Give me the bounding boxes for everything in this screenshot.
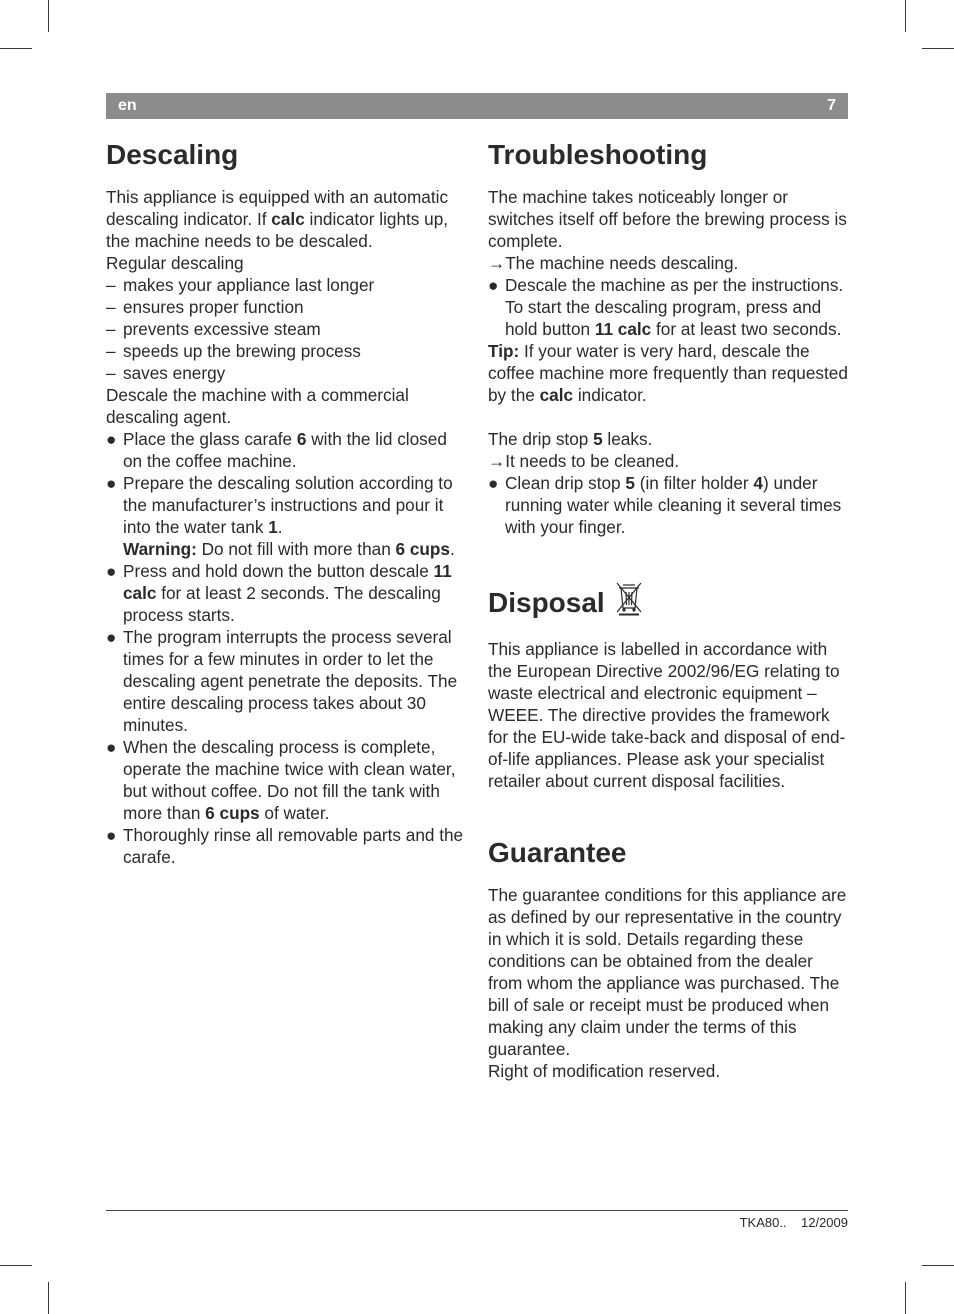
list-item: ● When the descaling process is complete, operate the machine twice with clean water, but without coffee. Do not fill the tank with more than 6 cups of water. <box>106 737 456 823</box>
descaling-intro: This appliance is equipped with an automatic descaling indicator. If calc indicator lights up, the machine needs to be descaled. <box>106 187 449 251</box>
right-column <box>488 138 850 1082</box>
guarantee-section <box>488 836 850 1082</box>
descaling-section <box>106 138 468 868</box>
list-item: ● Thoroughly rinse all removable parts and the carafe. <box>106 825 464 867</box>
list-item: – ensures proper function <box>106 297 304 317</box>
problem-text: The machine takes noticeably longer or switches itself off before the brewing process is complete. <box>488 187 847 251</box>
crop-mark <box>48 0 49 32</box>
arrow-icon: → <box>488 253 506 273</box>
tip-text: Tip: If your water is very hard, descale the coffee machine more frequently than requested by the calc indicator. <box>488 341 848 405</box>
regular-descaling-label: Regular descaling <box>106 253 244 273</box>
solution-list <box>488 274 850 340</box>
crop-mark <box>922 1265 954 1266</box>
crop-mark <box>48 1282 49 1314</box>
descaling-title: Descaling <box>106 139 239 170</box>
crop-mark <box>922 48 954 49</box>
crop-mark <box>0 48 32 49</box>
crop-mark <box>905 0 906 32</box>
list-item: – speeds up the brewing process <box>106 341 361 361</box>
guarantee-title: Guarantee <box>488 837 627 868</box>
cause-text: →The machine needs descaling. <box>488 253 739 273</box>
crop-mark <box>905 1282 906 1314</box>
footer-divider <box>106 1210 848 1211</box>
guarantee-text: The guarantee conditions for this appliance are as defined by our representative in the country in which it is sold. Details regarding these conditions can be obtained from the dealer from whom the appliance was purchased. The bill of sale or receipt must be produced when making any claim under the terms of this guarantee. <box>488 885 847 1059</box>
list-item: ● Press and hold down the button descale 11 calc for at least 2 seconds. The descaling process starts. <box>106 561 452 625</box>
list-item: – makes your appliance last longer <box>106 275 375 295</box>
benefits-list <box>106 274 468 384</box>
commercial-agent-note: Descale the machine with a commercial descaling agent. <box>106 385 409 427</box>
print-date: 12/2009 <box>801 1215 848 1230</box>
arrow-icon: → <box>488 451 506 471</box>
page-number: 7 <box>827 97 836 114</box>
page-header-bar <box>106 93 848 119</box>
problem-text: The drip stop 5 leaks. <box>488 429 653 449</box>
disposal-text: This appliance is labelled in accordance with the European Directive 2002/96/EG relating to waste electrical and electronic equipment – WEEE. The directive provides the framework for the EU-wide take-back and disposal of end-of-life appliances. Please ask your specialist retailer about current disposal facilities. <box>488 639 846 791</box>
crop-mark <box>0 1265 32 1266</box>
list-item: – saves energy <box>106 363 226 383</box>
troubleshooting-section <box>488 138 850 538</box>
troubleshooting-title: Troubleshooting <box>488 139 708 170</box>
cause-text: →It needs to be cleaned. <box>488 451 680 471</box>
model-number: TKA80.. <box>739 1215 787 1230</box>
disposal-section <box>488 582 850 792</box>
list-item: – prevents excessive steam <box>106 319 321 339</box>
solution-list <box>488 472 850 538</box>
list-item: ● Place the glass carafe 6 with the lid closed on the coffee machine. <box>106 429 447 471</box>
list-item: ● Prepare the descaling solution according to the manufacturer’s instructions and pour it into the water tank 1. Warning: Do not fill with more than 6 cups. <box>106 473 455 559</box>
disposal-title: Disposal <box>488 587 605 618</box>
modification-note: Right of modification reserved. <box>488 1061 721 1081</box>
list-item: ● Descale the machine as per the instructions. To start the descaling program, press and hold button 11 calc for at least two seconds. <box>488 275 844 339</box>
list-item: ● Clean drip stop 5 (in filter holder 4) under running water while cleaning it several times with your finger. <box>488 473 842 537</box>
footer <box>740 1215 848 1230</box>
list-item: ● The program interrupts the process several times for a few minutes in order to let the descaling agent penetrate the deposits. The entire descaling process takes about 30 minutes. <box>106 627 458 735</box>
crossed-out-bin-icon <box>615 582 643 624</box>
language-label: en <box>118 97 137 114</box>
disposal-heading <box>488 582 850 624</box>
descaling-steps <box>106 428 468 868</box>
